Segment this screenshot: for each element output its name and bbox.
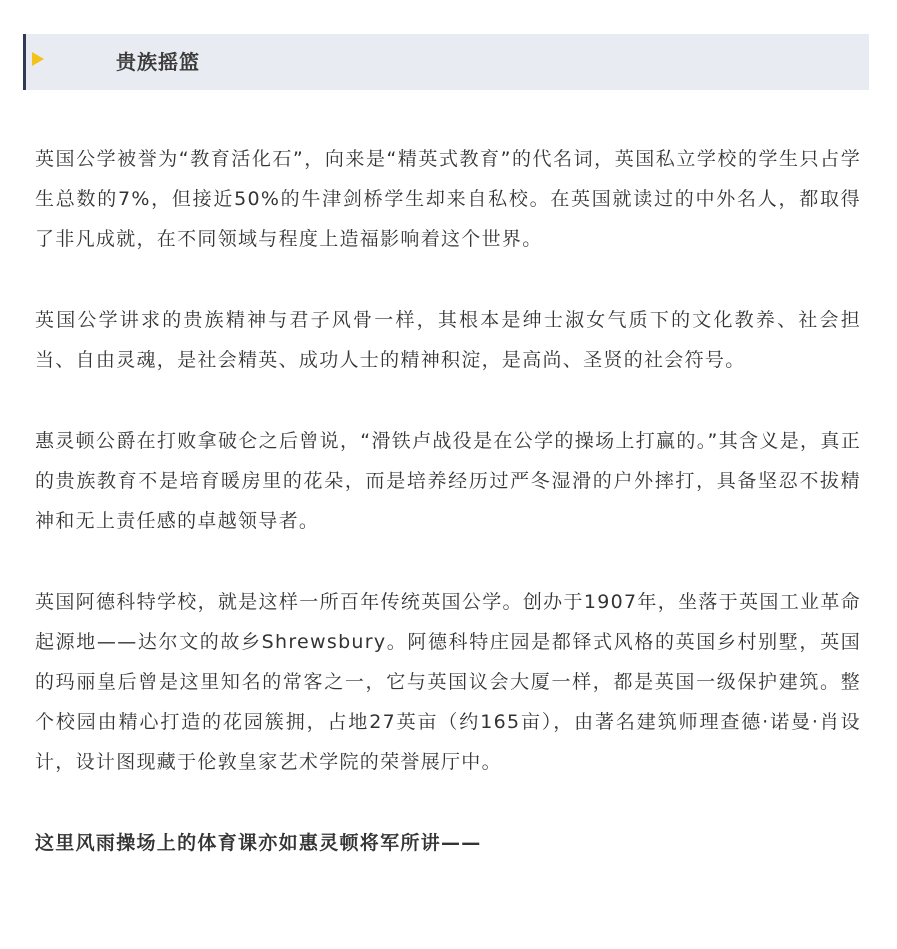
section-header xyxy=(23,34,869,90)
section-title: 贵族摇篮 xyxy=(116,50,200,74)
paragraph-school: 英国阿德科特学校，就是这样一所百年传统英国公学。创办于1907年，坐落于英国工业革命起源地——达尔文的故乡Shrewsbury。阿德科特庄园是都铎式风格的英国乡村别墅，英国的玛丽皇后曾是这里知名的常客之一，它与英国议会大厦一样，都是英国一级保护建筑。整个校园由精心打造的花园簇拥，占地27英亩（约165亩），由著名建筑师理查德·诺曼·肖设计，设计图现藏于伦敦皇家艺术学院的荣誉展厅中。 xyxy=(35,591,861,773)
article-body xyxy=(35,139,861,863)
closing-line: 这里风雨操场上的体育课亦如惠灵顿将军所讲—— xyxy=(35,832,482,854)
triangle-marker-icon xyxy=(32,52,44,66)
paragraph-intro: 英国公学被誉为“教育活化石”，向来是“精英式教育”的代名词，英国私立学校的学生只占学生总数的7%，但接近50%的牛津剑桥学生却来自私校。在英国就读过的中外名人，都取得了非凡成就，在不同领域与程度上造福影响着这个世界。 xyxy=(35,148,861,250)
paragraph-wellington: 惠灵顿公爵在打败拿破仑之后曾说，“滑铁卢战役是在公学的操场上打赢的。”其含义是，真正的贵族教育不是培育暖房里的花朵，而是培养经历过严冬湿滑的户外摔打，具备坚忍不拔精神和无上责任感的卓越领导者。 xyxy=(35,430,861,532)
paragraph-spirit: 英国公学讲求的贵族精神与君子风骨一样，其根本是绅士淑女气质下的文化教养、社会担当、自由灵魂，是社会精英、成功人士的精神积淀，是高尚、圣贤的社会符号。 xyxy=(35,309,861,371)
